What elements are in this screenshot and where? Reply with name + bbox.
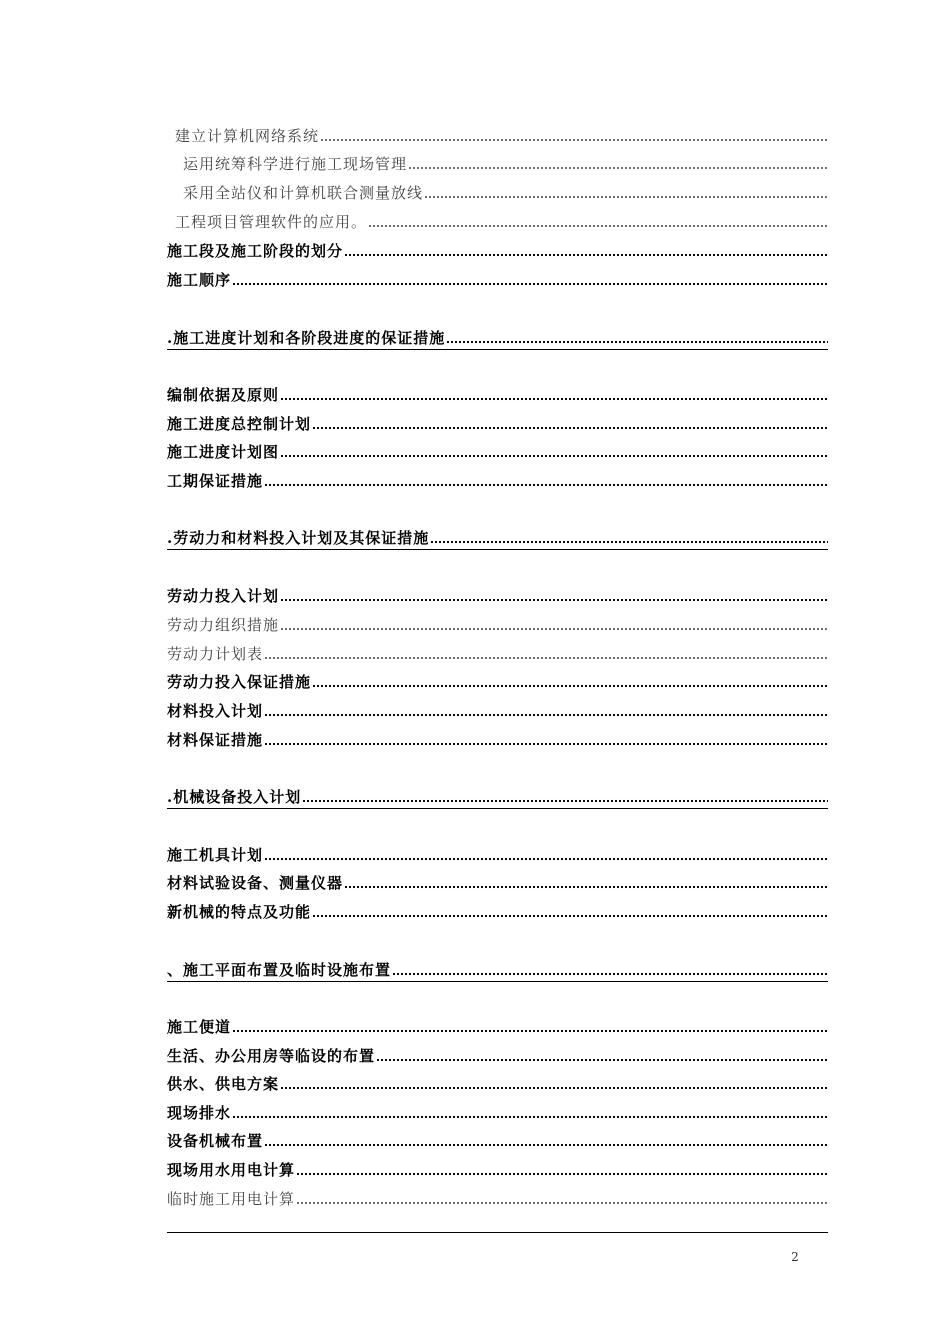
toc-entry-text: 生活、办公用房等临设的布置 [167, 1047, 376, 1065]
toc-section-heading[interactable] [167, 958, 828, 982]
toc-entry[interactable] [167, 642, 828, 664]
toc-entry[interactable] [167, 210, 828, 232]
toc-entry[interactable] [167, 900, 828, 922]
toc-entry[interactable] [167, 843, 828, 865]
toc-entry-text: 临时施工用电计算 [167, 1190, 296, 1208]
toc-entry-text: 劳动力组织措施 [167, 616, 280, 634]
toc-dot-leader [344, 253, 828, 257]
toc-entry[interactable] [167, 1101, 828, 1123]
toc-dot-leader [430, 540, 828, 544]
toc-entry[interactable] [167, 1158, 828, 1180]
toc-dot-leader [264, 483, 828, 487]
toc-entry[interactable] [167, 584, 828, 606]
toc-entry-text: 现场排水 [167, 1104, 232, 1122]
toc-entry[interactable] [167, 181, 828, 203]
toc-dot-leader [264, 742, 828, 746]
toc-entry-text: 施工机具计划 [167, 846, 264, 864]
toc-dot-leader [424, 195, 828, 199]
toc-dot-leader [376, 1058, 828, 1062]
toc-entry[interactable] [167, 152, 828, 174]
toc-entry-text: 材料试验设备、测量仪器 [167, 874, 344, 892]
toc-entry-text: 设备机械布置 [167, 1132, 264, 1150]
toc-entry-text: 编制依据及原则 [167, 386, 280, 404]
toc-entry[interactable] [167, 383, 828, 405]
toc-entry[interactable] [167, 613, 828, 635]
toc-entry[interactable] [167, 469, 828, 491]
toc-entry[interactable] [167, 412, 828, 434]
footer-rule [167, 1232, 828, 1233]
toc-entry-text: .机械设备投入计划 [167, 788, 302, 806]
toc-section-heading[interactable] [167, 526, 828, 550]
toc-dot-leader [280, 627, 828, 631]
toc-dot-leader [302, 799, 828, 803]
toc-entry-text: 材料保证措施 [167, 731, 264, 749]
toc-entry[interactable] [167, 699, 828, 721]
toc-entry-text: 劳动力计划表 [167, 645, 264, 663]
toc-dot-leader [368, 224, 828, 228]
toc-dot-leader [312, 426, 828, 430]
toc-entry-text: 施工进度总控制计划 [167, 415, 312, 433]
toc-entry-text: 、施工平面布置及临时设施布置 [167, 961, 392, 979]
toc-dot-leader [264, 713, 828, 717]
toc-entry-text: 新机械的特点及功能 [167, 903, 312, 921]
toc-dot-leader [344, 885, 828, 889]
toc-entry[interactable] [167, 1015, 828, 1037]
toc-entry[interactable] [167, 1072, 828, 1094]
toc-entry-text: 劳动力投入保证措施 [167, 673, 312, 691]
toc-entry-text: 建立计算机网络系统 [175, 127, 320, 145]
toc-dot-leader [280, 397, 828, 401]
toc-dot-leader [232, 282, 828, 286]
toc-entry-text: 施工进度计划图 [167, 443, 280, 461]
toc-section-heading[interactable] [167, 785, 828, 809]
toc-entry[interactable] [167, 440, 828, 462]
toc-entry[interactable] [167, 268, 828, 290]
toc-entry[interactable] [167, 728, 828, 750]
toc-dot-leader [264, 656, 828, 660]
toc-entry-text: 施工顺序 [167, 271, 232, 289]
toc-entry-text: 现场用水用电计算 [167, 1161, 296, 1179]
toc-entry-text: 材料投入计划 [167, 702, 264, 720]
toc-dot-leader [392, 972, 828, 976]
toc-dot-leader [320, 138, 828, 142]
toc-dot-leader [264, 857, 828, 861]
page-number: 2 [791, 1250, 799, 1264]
toc-dot-leader [232, 1029, 828, 1033]
toc-entry[interactable] [167, 239, 828, 261]
toc-dot-leader [312, 684, 828, 688]
toc-entry-text: 采用全站仪和计算机联合测量放线 [183, 184, 424, 202]
toc-entry-text: 供水、供电方案 [167, 1075, 280, 1093]
toc-entry[interactable] [167, 871, 828, 893]
toc-entry[interactable] [167, 124, 828, 146]
toc-entry-text: .施工进度计划和各阶段进度的保证措施 [167, 329, 446, 347]
toc-dot-leader [280, 1086, 828, 1090]
toc-entry-text: 工程项目管理软件的应用。 [175, 213, 368, 231]
toc-dot-leader [232, 1115, 828, 1119]
toc-dot-leader [264, 1143, 828, 1147]
toc-entry[interactable] [167, 1044, 828, 1066]
toc-entry-text: 工期保证措施 [167, 472, 264, 490]
toc-dot-leader [296, 1201, 828, 1205]
toc-dot-leader [446, 340, 828, 344]
toc-dot-leader [280, 598, 828, 602]
toc-section-heading[interactable] [167, 326, 828, 350]
toc-dot-leader [408, 166, 828, 170]
toc-entry-text: .劳动力和材料投入计划及其保证措施 [167, 529, 430, 547]
toc-entry[interactable] [167, 670, 828, 692]
toc-entry-text: 施工便道 [167, 1018, 232, 1036]
toc-entry-text: 运用统筹科学进行施工现场管理 [183, 155, 408, 173]
toc-entry[interactable] [167, 1129, 828, 1151]
toc-entry-text: 施工段及施工阶段的划分 [167, 242, 344, 260]
toc-dot-leader [296, 1172, 828, 1176]
toc-dot-leader [312, 914, 828, 918]
toc-entry-text: 劳动力投入计划 [167, 587, 280, 605]
toc-entry[interactable] [167, 1187, 828, 1209]
toc-dot-leader [280, 454, 828, 458]
